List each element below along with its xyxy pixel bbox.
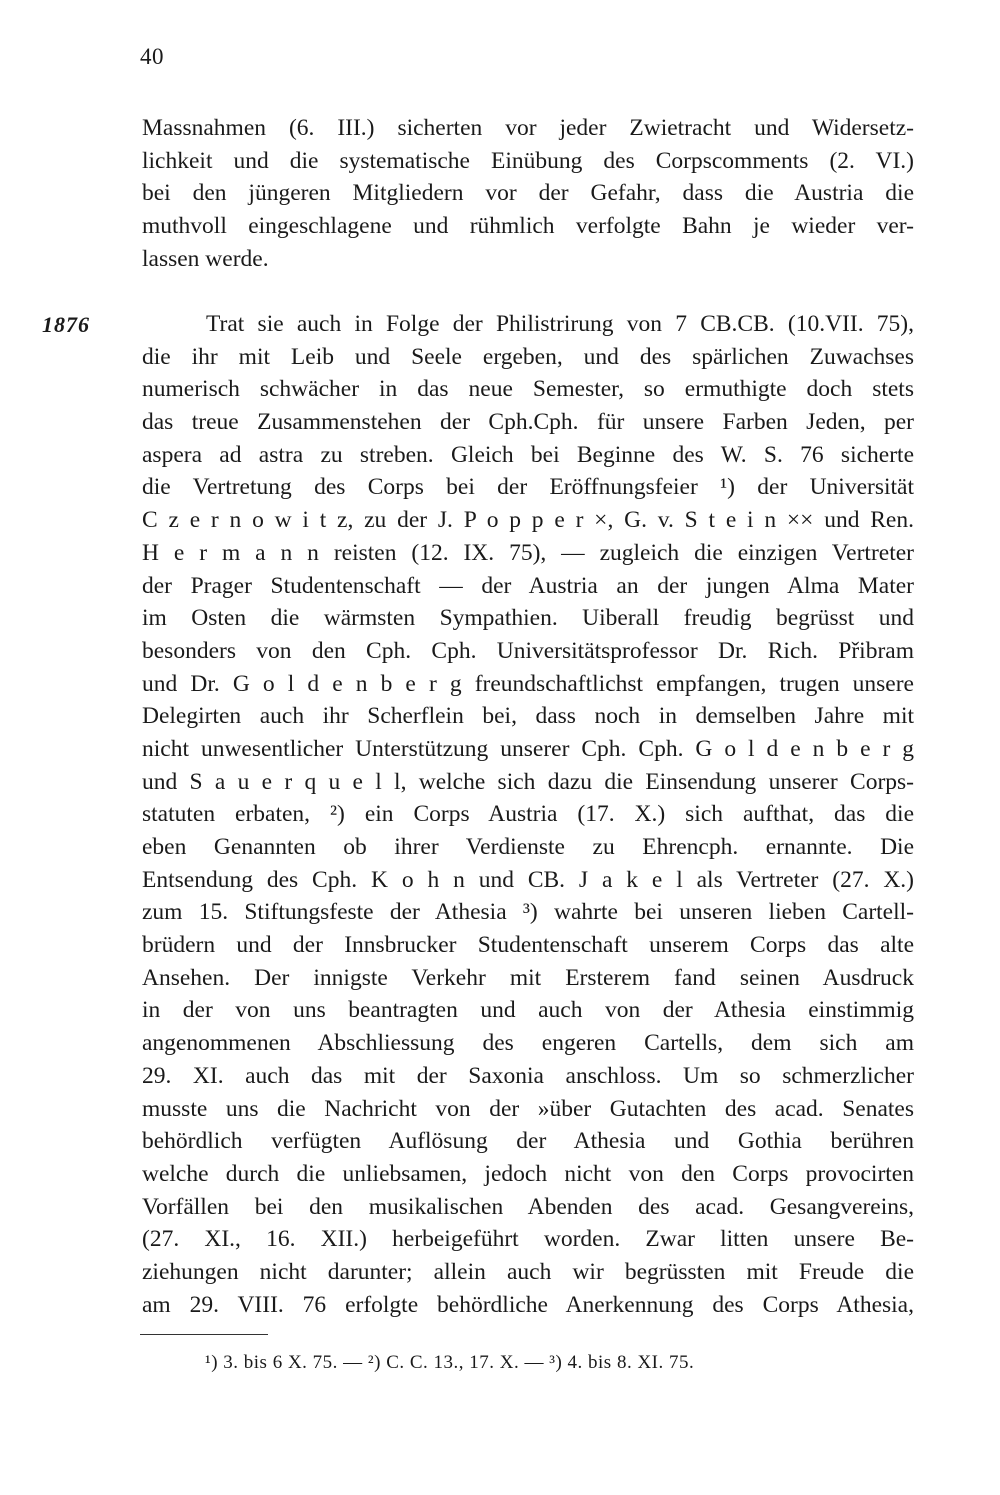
text-line: statuten erbaten, ²) ein Corps Austria (17. X.) sich aufthat, das die <box>142 801 914 828</box>
text-line: Ansehen. Der innigste Verkehr mit Ersterem fand seinen Ausdruck <box>142 964 914 991</box>
page-number: 40 <box>140 44 164 69</box>
text-line: muthvoll eingeschlagene und rühmlich verfolgte Bahn je wieder ver- <box>142 213 914 240</box>
text-line: zum 15. Stiftungsfeste der Athesia ³) wahrte bei unseren lieben Cartell- <box>142 899 914 926</box>
text-line: bei den jüngeren Mitgliedern vor der Gefahr, dass die Austria die <box>142 180 914 207</box>
paragraph-2 <box>142 308 914 1321</box>
text-line: H e r m a n n reisten (12. IX. 75), — zugleich die einzigen Vertreter <box>142 539 914 566</box>
text-line: und Dr. G o l d e n b e r g freundschaftlichst empfangen, trugen unsere <box>142 670 914 697</box>
text-line: und S a u e r q u e l l, welche sich dazu die Einsendung unserer Corps- <box>142 768 914 795</box>
text-line: der Prager Studentenschaft — der Austria an der jungen Alma Mater <box>142 572 914 599</box>
text-line: behördlich verfügten Auflösung der Athesia und Gothia berühren <box>142 1128 914 1155</box>
text-line: brüdern und der Innsbrucker Studentenschaft unserem Corps das alte <box>142 932 914 959</box>
text-line: angenommenen Abschliessung des engeren Cartells, dem sich am <box>142 1030 914 1057</box>
text-line: die ihr mit Leib und Seele ergeben, und des spärlichen Zuwachses <box>142 343 914 370</box>
text-line: nicht unwesentlicher Unterstützung unserer Cph. Cph. G o l d e n b e r g <box>142 735 914 762</box>
text-line: im Osten die wärmsten Sympathien. Uiberall freudig begrüsst und <box>142 605 914 632</box>
text-line: numerisch schwächer in das neue Semester, so ermuthigte doch stets <box>142 376 914 403</box>
footnotes: ¹) 3. bis 6 X. 75. — ²) C. C. 13., 17. X. — ³) 4. bis 8. XI. 75. <box>205 1352 695 1373</box>
text-line: musste uns die Nachricht von der »über Gutachten des acad. Senates <box>142 1095 914 1122</box>
text-line: das treue Zusammenstehen der Cph.Cph. für unsere Farben Jeden, per <box>142 409 914 436</box>
text-line: Vorfällen bei den musikalischen Abenden des acad. Gesangvereins, <box>142 1193 914 1220</box>
text-line: Massnahmen (6. III.) sicherten vor jeder Zwietracht und Widersetz- <box>142 115 914 141</box>
text-line: ziehungen nicht darunter; allein auch wir begrüssten mit Freude die <box>142 1258 914 1285</box>
text-line: C z e r n o w i t z, zu der J. P o p p e r ×, G. v. S t e i n ×× und Ren. <box>142 507 914 534</box>
text-line: am 29. VIII. 76 erfolgte behördliche Anerkennung des Corps Athesia, <box>142 1291 914 1318</box>
footnote-divider <box>140 1334 268 1335</box>
text-line: Entsendung des Cph. K o h n und CB. J a k e l als Vertreter (27. X.) <box>142 866 914 893</box>
text-line: die Vertretung des Corps bei der Eröffnungsfeier ¹) der Universität <box>142 474 914 501</box>
text-line: eben Genannten ob ihrer Verdienste zu Ehrencph. ernannte. Die <box>142 834 914 860</box>
text-line: lichkeit und die systematische Einübung des Corpscomments (2. VI.) <box>142 147 914 174</box>
text-line: Trat sie auch in Folge der Philistrirung von 7 CB.CB. (10.VII. 75), <box>206 311 914 337</box>
text-line: Delegirten auch ihr Scherflein bei, dass noch in demselben Jahre mit <box>142 703 914 730</box>
text-line: in der von uns beantragten und auch von der Athesia einstimmig <box>142 997 914 1024</box>
margin-year-note: 1876 <box>42 312 90 337</box>
text-line: aspera ad astra zu streben. Gleich bei Beginne des W. S. 76 sicherte <box>142 441 914 468</box>
paragraph-1 <box>142 112 914 275</box>
text-line: 29. XI. auch das mit der Saxonia anschloss. Um so schmerzlicher <box>142 1062 914 1089</box>
text-line: besonders von den Cph. Cph. Universitätsprofessor Dr. Rich. Přibram <box>142 637 914 664</box>
text-line: lassen werde. <box>142 245 269 272</box>
text-line: (27. XI., 16. XII.) herbeigeführt worden. Zwar litten unsere Be- <box>142 1226 914 1253</box>
text-line: welche durch die unliebsamen, jedoch nicht von den Corps provocirten <box>142 1160 914 1187</box>
